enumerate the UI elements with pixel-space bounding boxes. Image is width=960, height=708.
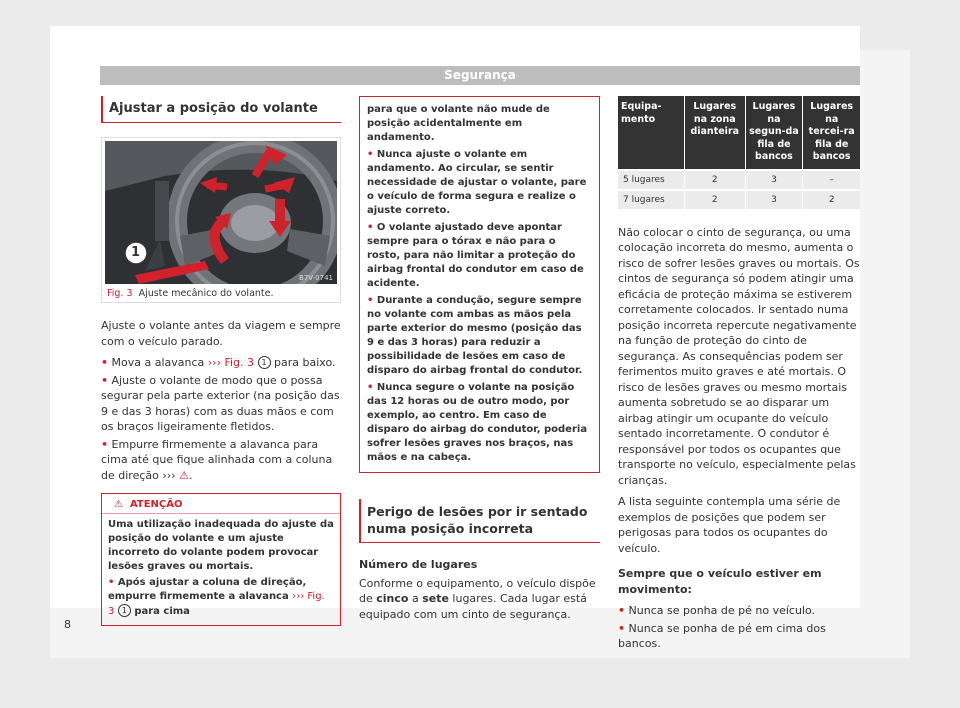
warning-item-text: Nunca ajuste o volante em andamento. Ao circular, se sentir necessidade de ajustar o volante, pare o veículo de forma segura e realize o ajuste correto. — [367, 149, 587, 216]
section-header: Segurança — [100, 66, 860, 85]
figure-reference-link[interactable]: ››› Fig. 3 — [108, 591, 325, 617]
list-item-text: Empurre firmemente a alavanca para cima até que fique alinhada com a coluna de direção — [101, 437, 333, 482]
table-cell: 3 — [745, 170, 803, 190]
column-2 — [359, 96, 600, 622]
warning-list-item: • Nunca segure o volante na posição das 12 horas ou de outro modo, por exemplo, ao centro. Em caso de disparo do airbag do condutor, poderia sofrer lesões graves nos braços, nas mãos e na cabeça. — [367, 382, 588, 463]
warning-item-text: para cima — [130, 606, 190, 617]
warning-item-text: Durante a condução, segure sempre no volante com ambas as mãos pela parte exterior do mesmo (posição das 9 e das 3 horas) para reduzir a possibilidade de lesões em caso de disparo do airbag frontal do condutor. — [367, 295, 583, 376]
warning-text: Uma utilização inadequada do ajuste da posição do volante e um ajuste incorreto do volante podem provocar lesões graves ou mortais. — [108, 519, 334, 572]
warning-list-item: • O volante ajustado deve apontar sempre para o tórax e não para o rosto, para não limitar a proteção do airbag frontal do condutor em caso de acidente. — [367, 222, 584, 289]
subheading: Número de lugares — [359, 558, 478, 571]
list-item-text: Nunca se ponha de pé no veículo. — [628, 604, 816, 617]
list-item-text: para baixo. — [270, 356, 336, 369]
table-header-cell: Lugares na tercei-ra fila de bancos — [803, 96, 860, 170]
list-item: • Empurre firmemente a alavanca para cima até que fique alinhada com a coluna de direção ››› ⚠. — [101, 437, 333, 482]
table-header-cell: Lugares na zona dianteira — [685, 96, 746, 170]
list-item-text: Nunca se ponha de pé em cima dos bancos. — [618, 621, 826, 650]
warning-list-item: • Durante a condução, segure sempre no volante com ambas as mãos pela parte exterior do mesmo (posição das 9 e das 3 horas) para reduzir a possibilidade de lesões em caso de disparo do airbag frontal do condutor. — [367, 295, 583, 376]
column-3 — [618, 96, 860, 652]
warning-item-text: O volante ajustado deve apontar sempre para o tórax e não para o rosto, para não limitar a proteção do airbag frontal do condutor em caso de acidente. — [367, 222, 584, 289]
figure-callout-1: 1 — [131, 245, 141, 260]
paragraph-text: a — [408, 592, 423, 605]
table-header-cell: Lugares na segun-da fila de bancos — [745, 96, 803, 170]
table-row — [618, 170, 860, 190]
table-header-cell: Equipa-mento — [618, 96, 685, 170]
figure-reference-link[interactable]: ››› Fig. 3 — [207, 356, 255, 369]
warning-item-text: Após ajustar a coluna de direção, empurre firmemente a alavanca — [108, 577, 307, 602]
section-title-seating: Perigo de lesões por ir sentado numa posição incorreta — [359, 499, 600, 543]
figure-caption-text: Ajuste mecânico do volante. — [138, 288, 274, 299]
callout-number: 1 — [258, 356, 271, 369]
steering-wheel-icon — [105, 141, 337, 284]
warning-text: para que o volante não mude de posição acidentalmente em andamento. — [367, 104, 550, 143]
warning-box-continued — [359, 96, 600, 473]
warning-header — [102, 494, 340, 514]
figure-caption — [105, 288, 337, 299]
warning-reference-link[interactable]: ››› — [162, 468, 176, 482]
section-title-steering: Ajustar a posição do volante — [101, 96, 341, 123]
figure-label: Fig. 3 — [107, 288, 133, 299]
paragraph-bold: sete — [422, 592, 449, 605]
column-1 — [101, 96, 341, 626]
table-cell: – — [803, 170, 860, 190]
table-cell: 2 — [685, 190, 746, 209]
page-number: 8 — [64, 618, 71, 631]
callout-number: 1 — [118, 604, 131, 617]
warning-triangle-icon: ⚠ — [179, 468, 189, 482]
paragraph-bold: cinco — [376, 592, 409, 605]
table-cell: 3 — [745, 190, 803, 209]
warning-item-text: Nunca segure o volante na posição das 12 horas ou de outro modo, por exemplo, ao centro. Em caso de disparo do airbag do condutor, poderia sofrer lesões graves nos braços, nas mãos e na cabeça. — [367, 382, 588, 463]
figure-code: B7V-0741 — [299, 274, 333, 282]
paragraph-text: lugares. Cada lugar está equipado com um cinto de segurança. — [359, 592, 587, 621]
seats-table — [618, 96, 860, 209]
warning-box — [101, 493, 341, 626]
table-cell: 2 — [803, 190, 860, 209]
paragraph-text: Conforme o equipamento, o veículo dispõe de — [359, 576, 596, 605]
figure-3 — [101, 137, 341, 303]
list-item: • Nunca se ponha de pé em cima dos bancos. — [618, 621, 826, 650]
warning-list-item: • Após ajustar a coluna de direção, empurre firmemente a alavanca ››› Fig. 3 1 para cima — [108, 577, 325, 617]
list-item-text: Mova a alavanca — [111, 356, 208, 369]
warning-list-item: • Nunca ajuste o volante em andamento. Ao circular, se sentir necessidade de ajustar o volante, pare o veículo de forma segura e realize o ajuste correto. — [367, 149, 587, 216]
list-item-text: Ajuste o volante de modo que o possa segurar pela parte exterior (na posição das 9 e das 3 horas) com as duas mãos e com os braços ligeiramente fletidos. — [101, 373, 340, 433]
table-header-row — [618, 96, 860, 170]
warning-triangle-icon: ⚠ — [114, 499, 123, 510]
intro-paragraph: Ajuste o volante antes da viagem e sempre com o veículo parado. — [101, 319, 341, 348]
list-item: • Mova a alavanca ››› Fig. 3 1 para baixo. — [101, 356, 336, 369]
warning-title: ATENÇÃO — [129, 499, 183, 510]
table-cell: 7 lugares — [618, 190, 685, 209]
seats-paragraph — [359, 576, 600, 623]
belt-paragraph: Não colocar o cinto de segurança, ou uma colocação incorreta do mesmo, aumenta o risco de sofrer lesões graves ou mortais. Os cintos de segurança só podem atingir uma eficácia de proteção máxima se estiverem corretamente colocados. Ir sentado numa posição incorreta repercute negativamente na função de proteção do cinto de segurança. As consequências podem ser ferimentos muito graves e até mortais. O risco de lesões graves ou mesmo mortais aumenta sobretudo se ao disparar um airbag atingir um ocupante do veículo sentado incorretamente. O condutor é responsável por todos os ocupantes que transporte no veículo, especialmente pelas crianças. — [618, 225, 860, 487]
examples-paragraph: A lista seguinte contempla uma série de exemplos de posições que podem ser perigosas para todos os ocupantes do veículo. — [618, 495, 841, 555]
steering-wheel-illustration — [105, 141, 337, 284]
table-cell: 5 lugares — [618, 170, 685, 190]
table-row — [618, 190, 860, 209]
table-cell: 2 — [685, 170, 746, 190]
list-item: • Ajuste o volante de modo que o possa segurar pela parte exterior (na posição das 9 e das 3 horas) com as duas mãos e com os braços ligeiramente fletidos. — [101, 373, 340, 433]
list-item: • Nunca se ponha de pé no veículo. — [618, 604, 816, 617]
movement-heading: Sempre que o veículo estiver em movimento: — [618, 567, 822, 596]
